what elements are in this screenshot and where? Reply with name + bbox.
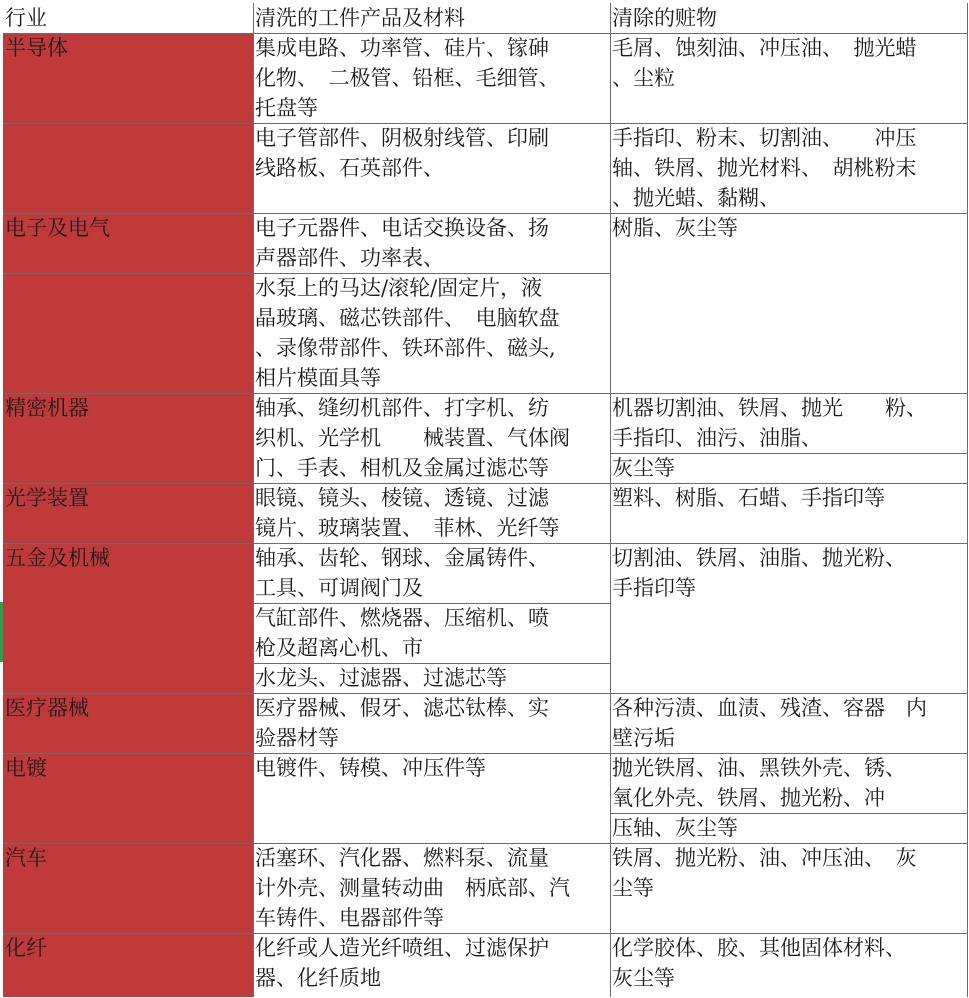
row-divider: [3, 273, 610, 274]
row-divider: [253, 663, 610, 664]
row-divider: [3, 753, 968, 754]
industry-cell[interactable]: 精密机器: [3, 393, 253, 483]
dirt-cell[interactable]: 机器切割油、铁屑、抛光 粉、 手指印、油污、油脂、 灰尘等: [612, 396, 927, 480]
row-divider: [253, 603, 610, 604]
row-divider: [3, 33, 968, 34]
industry-cell[interactable]: 电子及电气: [3, 213, 253, 273]
industry-cell[interactable]: 半导体: [3, 33, 253, 123]
header-products[interactable]: 清洗的工件产品及材料: [255, 6, 465, 30]
industry-cell[interactable]: 五金及机械: [3, 543, 253, 693]
row-divider: [3, 213, 968, 214]
column-divider: [610, 3, 611, 997]
dirt-cell[interactable]: 树脂、灰尘等: [612, 216, 738, 240]
products-cell[interactable]: 轴承、缝纫机部件、打字机、纺 织机、光学机 械装置、气体阀 门、手表、相机及金属过滤芯等: [255, 396, 570, 480]
industry-cell[interactable]: 汽车: [3, 843, 253, 933]
spreadsheet-table: [3, 3, 968, 997]
products-cell[interactable]: 电子管部件、阴极射线管、印刷 线路板、石英部件、: [255, 126, 549, 180]
row-divider: [3, 393, 968, 394]
column-divider: [967, 3, 968, 997]
row-divider: [610, 813, 968, 814]
products-cell[interactable]: 轴承、齿轮、钢球、金属铸件、 工具、可调阀门及 气缸部件、燃烧器、压缩机、喷 枪及超离心机、市 水龙头、过滤器、过滤芯等: [255, 546, 549, 690]
products-cell[interactable]: 集成电路、功率管、硅片、镓砷 化物、 二极管、铅框、毛细管、 托盘等: [255, 36, 560, 120]
header-dirt[interactable]: 清除的赃物: [612, 6, 717, 30]
products-cell[interactable]: 眼镜、镜头、棱镜、透镜、过滤 镜片、玻璃装置、 菲林、光纤等: [255, 486, 560, 540]
industry-cell[interactable]: 光学装置: [3, 483, 253, 543]
dirt-cell[interactable]: 毛屑、蚀刻油、冲压油、 抛光蜡 、尘粒: [612, 36, 917, 90]
row-divider: [3, 693, 968, 694]
dirt-cell[interactable]: 化学胶体、胶、其他固体材料、 灰尘等: [612, 936, 906, 990]
products-cell[interactable]: 化纤或人造光纤喷组、过滤保护 器、化纤质地: [255, 936, 549, 990]
row-divider: [3, 843, 968, 844]
industry-cell[interactable]: [3, 123, 253, 213]
selection-marker: [0, 602, 3, 662]
column-divider: [253, 3, 254, 997]
row-divider: [3, 933, 968, 934]
industry-cell[interactable]: 电镀: [3, 753, 253, 843]
dirt-cell[interactable]: 抛光铁屑、油、黑铁外壳、锈、 氧化外壳、铁屑、抛光粉、冲 压轴、灰尘等: [612, 756, 906, 840]
products-cell[interactable]: 医疗器械、假牙、滤芯钛棒、实 验器材等: [255, 696, 549, 750]
row-divider: [610, 453, 968, 454]
dirt-cell[interactable]: 铁屑、抛光粉、油、冲压油、 灰 尘等: [612, 846, 917, 900]
industry-cell[interactable]: 化纤: [3, 933, 253, 997]
row-divider: [3, 123, 968, 124]
dirt-cell[interactable]: 手指印、粉末、切割油、 冲压 轴、铁屑、抛光材料、 胡桃粉末 、抛光蜡、黏糊、: [612, 126, 917, 210]
products-cell[interactable]: 电子元器件、电话交换设备、扬 声器部件、功率表、: [255, 216, 549, 270]
industry-cell[interactable]: [3, 273, 253, 393]
dirt-cell[interactable]: 塑料、树脂、石蜡、手指印等: [612, 486, 885, 510]
industry-cell[interactable]: 医疗器械: [3, 693, 253, 753]
products-cell[interactable]: 电镀件、铸模、冲压件等: [255, 756, 486, 780]
dirt-cell[interactable]: 各种污渍、血渍、残渣、容器 内 壁污垢: [612, 696, 927, 750]
row-divider: [3, 483, 968, 484]
row-divider: [3, 543, 968, 544]
products-cell[interactable]: 水泵上的马达/滚轮/固定片，液 晶玻璃、磁芯铁部件、 电脑软盘 、录像带部件、铁环部件、磁头, 相片模面具等: [255, 276, 560, 390]
products-cell[interactable]: 活塞环、汽化器、燃料泵、流量 计外壳、测量转动曲 柄底部、汽 车铸件、电器部件等: [255, 846, 570, 930]
dirt-cell[interactable]: 切割油、铁屑、油脂、抛光粉、 手指印等: [612, 546, 906, 600]
header-industry[interactable]: 行业: [5, 6, 47, 30]
